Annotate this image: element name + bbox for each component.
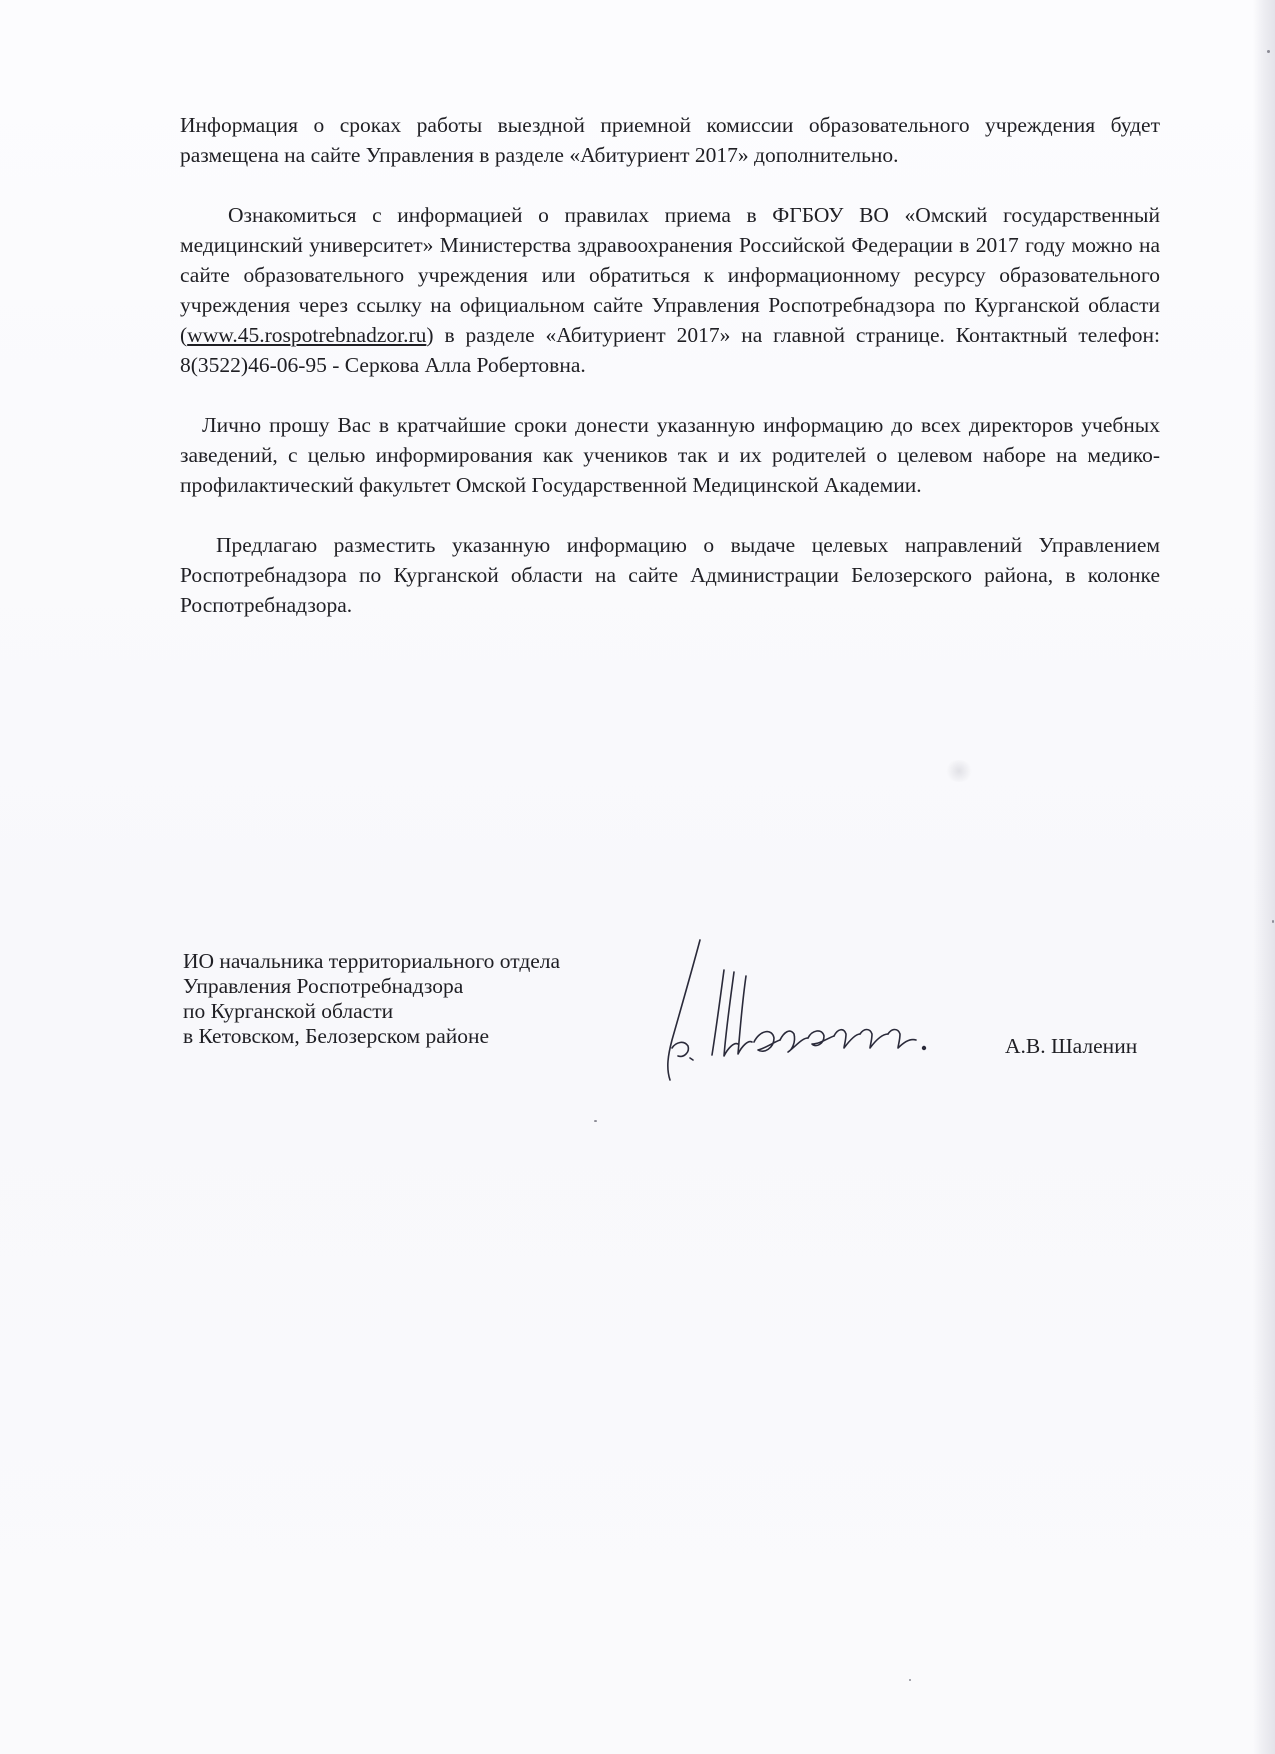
rospotrebnadzor-website-link[interactable]: www.45.rospotrebnadzor.ru xyxy=(187,323,427,347)
signatory-position-line: Управления Роспотребнадзора xyxy=(183,974,464,998)
signer-name: А.В. Шаленин xyxy=(1005,1034,1138,1058)
paragraph-admission-commission: Информация о сроках работы выездной приемной комиссии образовательного учреждения будет размещена на сайте Управления в разделе «Абитуриент 2017» дополнительно. xyxy=(180,113,1160,167)
scan-speck xyxy=(909,1679,911,1681)
paragraph-admission-rules xyxy=(180,200,1160,380)
document-body xyxy=(180,110,1160,620)
paragraph-admission-rules-text-start: Ознакомиться с информацией о правилах приема в ФГБОУ ВО «Омский государственный медицинский университет» Министерства здравоохранения Российской Федерации в 2017 году можно на сайте образовательного учреждения или обратиться к информационному ресурсу образовательного учреждения через ссылку на официальном сайте Управления Роспотребнадзора по Курганской области ( xyxy=(180,203,1160,347)
scan-speck xyxy=(1272,920,1274,923)
scan-speck xyxy=(1267,50,1270,53)
scan-speck xyxy=(594,1120,597,1122)
scan-smudge xyxy=(945,760,973,782)
signatory-position xyxy=(183,949,560,1049)
paragraph-request-to-directors: Лично прошу Вас в кратчайшие сроки донести указанную информацию до всех директоров учебных заведений, с целью информирования как учеников так и их родителей о целевом наборе на медико-профилактический факультет Омской Государственной Медицинской Академии. xyxy=(180,413,1160,497)
signatory-position-line: ИО начальника территориального отдела xyxy=(183,949,561,973)
paragraph-publication-proposal: Предлагаю разместить указанную информацию о выдаче целевых направлений Управлением Роспотребнадзора по Курганской области на сайте Администрации Белозерского района, в колонке Роспотребнадзора. xyxy=(180,533,1160,617)
handwritten-signature xyxy=(662,930,962,1090)
scan-page-edge xyxy=(1253,0,1275,1754)
signatory-position-line: по Курганской области xyxy=(183,999,394,1023)
signatory-position-line: в Кетовском, Белозерском районе xyxy=(183,1024,490,1048)
paragraph-admission-rules-text-end: ) в разделе «Абитуриент 2017» на главной странице. Контактный телефон: 8(3522)46-06-95 - Серкова Алла Робертовна. xyxy=(180,323,1160,377)
